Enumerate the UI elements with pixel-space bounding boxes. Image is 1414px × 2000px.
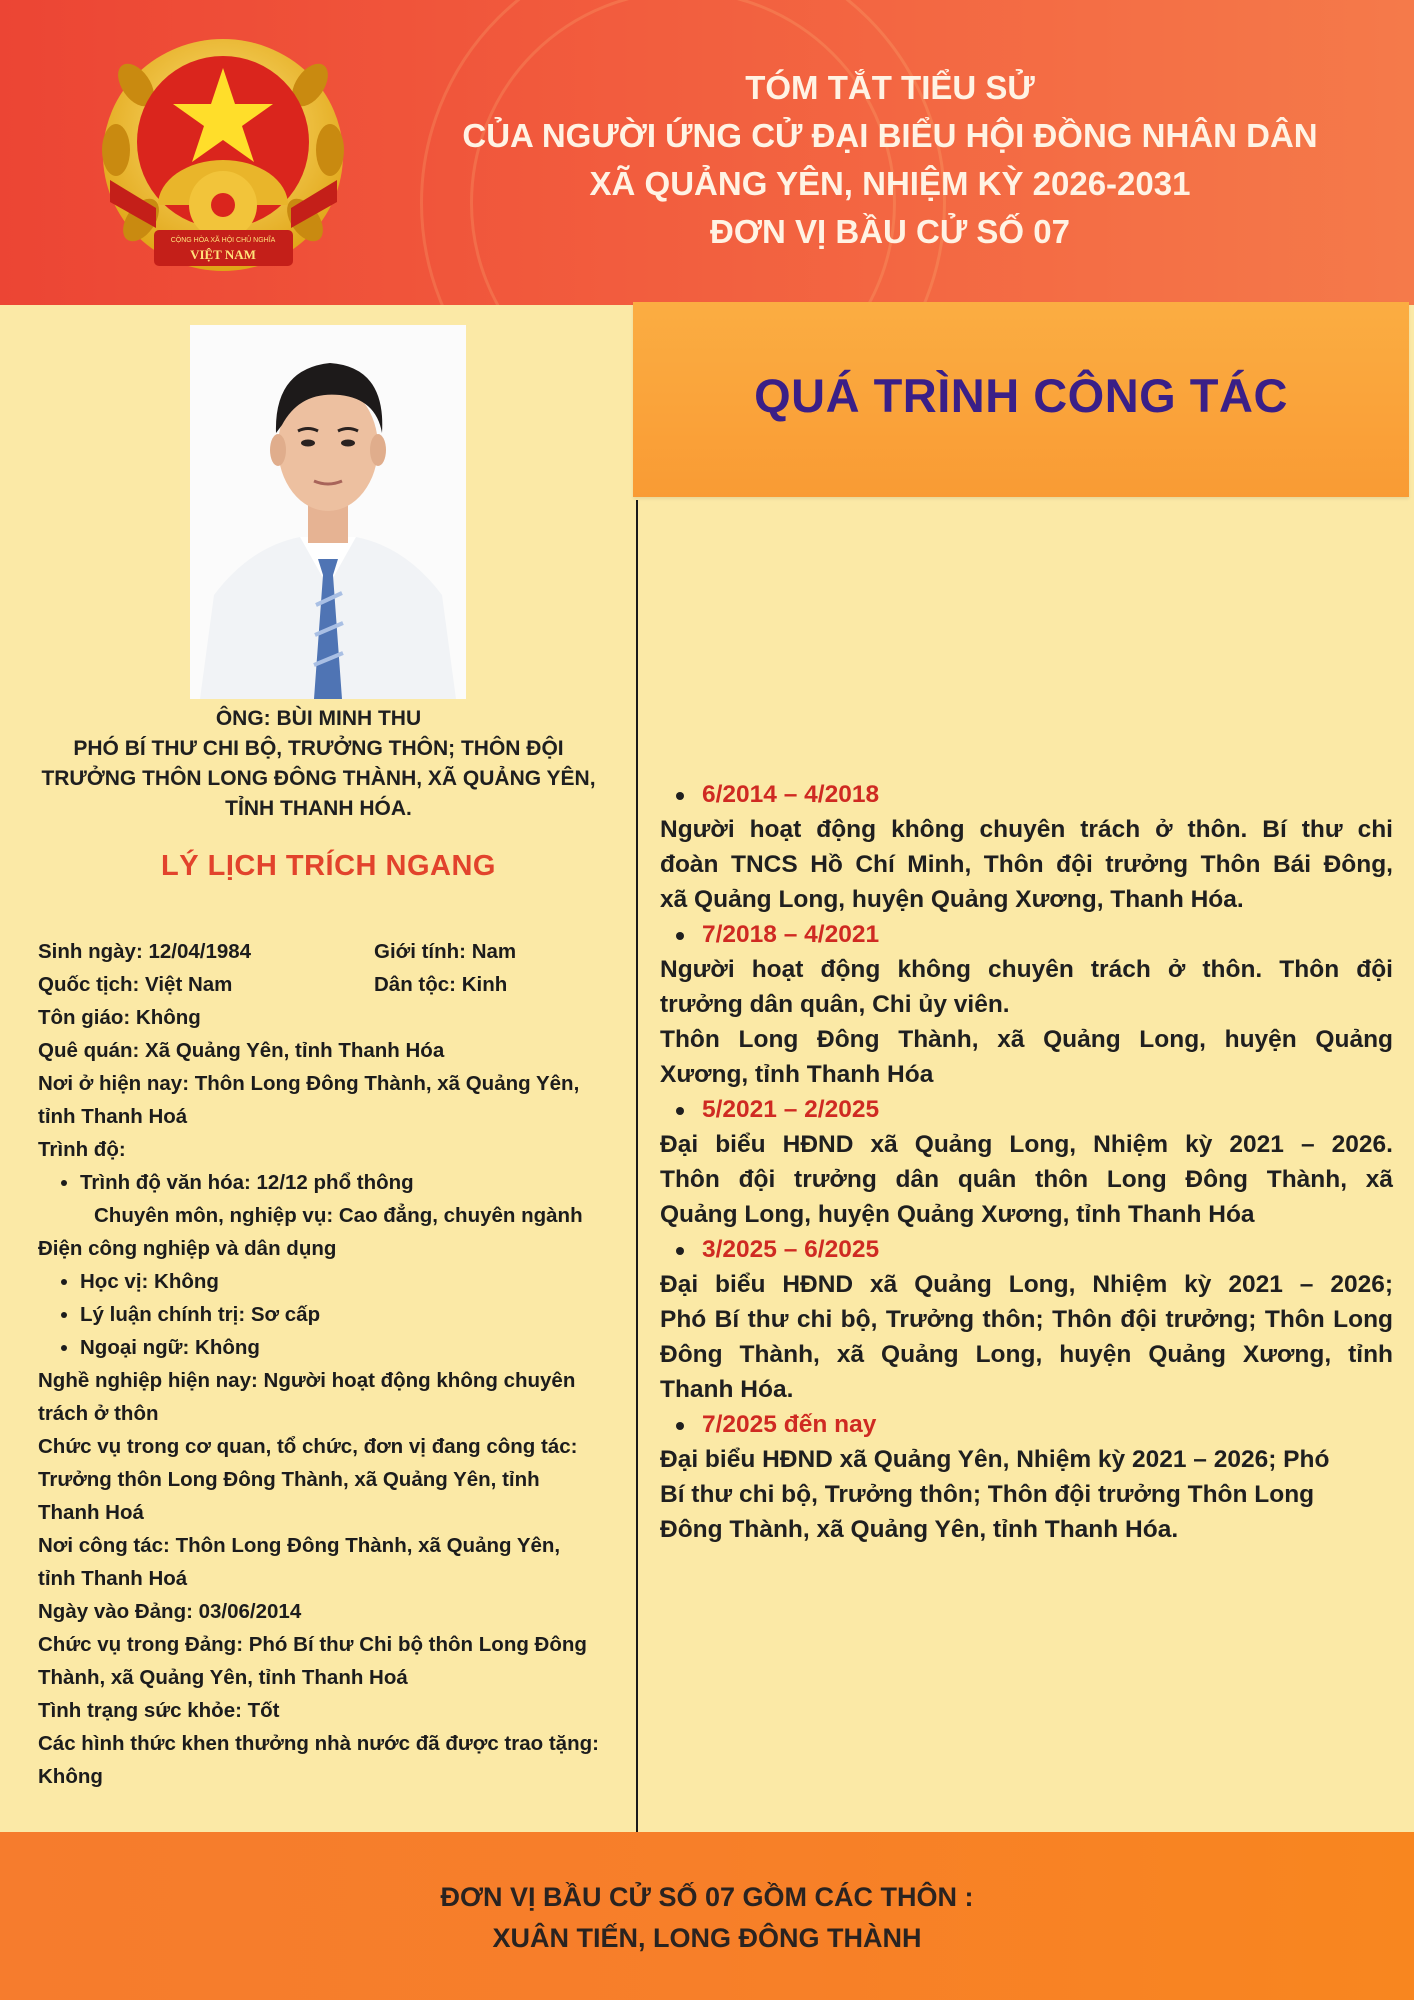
career-entry-2-line-2: trưởng dân quân, Chi ủy viên. [660, 991, 1010, 1018]
career-period-3: 5/2021 – 2/2025 [660, 1092, 1393, 1127]
bio-awards: Không [38, 1765, 103, 1788]
bio-dob: Sinh ngày: 12/04/1984 [38, 940, 252, 963]
career-entry-2 [660, 952, 1393, 1092]
footer-banner [0, 1832, 1414, 2000]
candidate-title-line-3: TỈNH THANH HÓA. [225, 797, 412, 820]
career-entry-2-line-1: Người hoạt động không chuyên trách ở thôn. Thôn đội [660, 956, 1393, 983]
bio-degree: • Học vị: Không [80, 1265, 632, 1298]
bio-details [38, 935, 632, 1793]
career-entry-1 [660, 812, 1393, 917]
career-entry-5-line-3: Đông Thành, xã Quảng Yên, tỉnh Thanh Hóa. [660, 1516, 1179, 1543]
bio-specialty-line-1: Chuyên môn, nghiệp vụ: Cao đẳng, chuyên ngành [94, 1204, 583, 1227]
career-period-4: 3/2025 – 6/2025 [660, 1232, 1393, 1267]
career-period-5: 7/2025 đến nay [660, 1407, 1393, 1442]
title-line-4: ĐƠN VỊ BẦU CỬ SỐ 07 [710, 213, 1070, 250]
bio-political-theory: • Lý luận chính trị: Sơ cấp [80, 1298, 632, 1331]
emblem-label: VIỆT NAM [190, 247, 256, 262]
footer-text [0, 1877, 1414, 1959]
candidate-photo [190, 325, 466, 699]
bio-health: Tình trạng sức khỏe: Tốt [38, 1699, 280, 1722]
bio-awards-label: Các hình thức khen thưởng nhà nước đã được trao tặng: [38, 1732, 599, 1755]
bio-occupation-line-1: Nghề nghiệp hiện nay: Người hoạt động không chuyên [38, 1369, 576, 1392]
career-entry-3-line-1: Đại biểu HĐND xã Quảng Long, Nhiệm kỳ 2021 – 2026. [660, 1131, 1393, 1158]
title-line-2: CỦA NGƯỜI ỨNG CỬ ĐẠI BIỂU HỘI ĐỒNG NHÂN DÂN [462, 117, 1318, 154]
career-entry-3-line-3: Quảng Long, huyện Quảng Xương, tỉnh Thanh Hóa [660, 1201, 1255, 1228]
title-line-3: XÃ QUẢNG YÊN, NHIỆM KỲ 2026-2031 [589, 165, 1191, 202]
bio-party-position-line-1: Chức vụ trong Đảng: Phó Bí thư Chi bộ thôn Long Đông [38, 1633, 587, 1656]
career-section-title: QUÁ TRÌNH CÔNG TÁC [754, 369, 1288, 422]
national-emblem-icon [96, 30, 351, 285]
candidate-title-line-2: TRƯỞNG THÔN LONG ĐÔNG THÀNH, XÃ QUẢNG YÊN, [41, 767, 596, 790]
bio-foreign-language: • Ngoại ngữ: Không [80, 1331, 632, 1364]
bio-gender: Giới tính: Nam [374, 940, 517, 963]
bio-hometown: Quê quán: Xã Quảng Yên, tỉnh Thanh Hóa [38, 1039, 445, 1062]
career-entry-3 [660, 1127, 1393, 1232]
bio-general-education: • Trình độ văn hóa: 12/12 phổ thông [80, 1166, 632, 1199]
career-entry-4-line-4: Thanh Hóa. [660, 1376, 794, 1403]
education-list [38, 1166, 632, 1199]
career-entry-1-line-3: xã Quảng Long, huyện Quảng Xương, Thanh Hóa. [660, 886, 1244, 913]
bio-party-position-line-2: Thành, xã Quảng Yên, tỉnh Thanh Hoá [38, 1666, 408, 1689]
candidate-title-line-1: PHÓ BÍ THƯ CHI BỘ, TRƯỞNG THÔN; THÔN ĐỘI [73, 737, 564, 760]
career-entry-5 [660, 1442, 1393, 1547]
document-title [400, 64, 1380, 256]
career-period-1: 6/2014 – 4/2018 [660, 777, 1393, 812]
footer-line-2: XUÂN TIẾN, LONG ĐÔNG THÀNH [492, 1923, 922, 1953]
bio-residence-line-1: Nơi ở hiện nay: Thôn Long Đông Thành, xã Quảng Yên, [38, 1072, 580, 1095]
career-entry-4 [660, 1267, 1393, 1407]
bio-workplace-line-2: tỉnh Thanh Hoá [38, 1567, 188, 1590]
footer-line-1: ĐƠN VỊ BẦU CỬ SỐ 07 GỒM CÁC THÔN : [440, 1882, 974, 1912]
career-entry-1-line-2: đoàn TNCS Hồ Chí Minh, Thôn đội trưởng Thôn Bái Đông, [660, 851, 1393, 878]
title-line-1: TÓM TẮT TIỂU SỬ [745, 69, 1035, 106]
career-entry-4-line-3: Đông Thành, xã Quảng Long, huyện Quảng Xương, tỉnh [660, 1341, 1393, 1368]
career-entry-5-line-2: Bí thư chi bộ, Trưởng thôn; Thôn đội trưởng Thôn Long [660, 1481, 1315, 1508]
bio-specialty-line-2: Điện công nghiệp và dân dụng [38, 1237, 337, 1260]
bio-workplace-line-1: Nơi công tác: Thôn Long Đông Thành, xã Quảng Yên, [38, 1534, 561, 1557]
bio-position-line-1: Trưởng thôn Long Đông Thành, xã Quảng Yên, tỉnh [38, 1468, 540, 1491]
career-entry-4-line-2: Phó Bí thư chi bộ, Trưởng thôn; Thôn đội trưởng; Thôn Long [660, 1306, 1393, 1333]
bio-position-line-2: Thanh Hoá [38, 1501, 144, 1524]
career-period-2: 7/2018 – 4/2021 [660, 917, 1393, 952]
career-entry-3-line-2: Thôn đội trưởng dân quân thôn Long Đông Thành, xã [660, 1166, 1393, 1193]
career-entry-4-line-1: Đại biểu HĐND xã Quảng Long, Nhiệm kỳ 2021 – 2026; [660, 1271, 1393, 1298]
column-divider [636, 500, 638, 1833]
left-column [0, 305, 637, 1830]
emblem-motto: CỘNG HÒA XÃ HỘI CHỦ NGHĨA [170, 237, 276, 244]
career-entry-1-line-1: Người hoạt động không chuyên trách ở thôn. Bí thư chi [660, 816, 1393, 843]
qualification-list [38, 1265, 632, 1364]
bio-residence-line-2: tỉnh Thanh Hoá [38, 1105, 188, 1128]
bio-nationality: Quốc tịch: Việt Nam [38, 973, 233, 996]
bio-ethnicity: Dân tộc: Kinh [374, 973, 508, 996]
career-header [633, 302, 1409, 497]
career-entry-2-line-4: Xương, tỉnh Thanh Hóa [660, 1061, 934, 1088]
header-banner [0, 0, 1414, 305]
bio-education-label: Trình độ: [38, 1138, 126, 1161]
candidate-name: ÔNG: BÙI MINH THU [215, 707, 422, 730]
bio-party-date: Ngày vào Đảng: 03/06/2014 [38, 1600, 302, 1623]
bio-occupation-line-2: trách ở thôn [38, 1402, 159, 1425]
bio-position-label: Chức vụ trong cơ quan, tổ chức, đơn vị đang công tác: [38, 1435, 578, 1458]
career-entry-2-line-3: Thôn Long Đông Thành, xã Quảng Long, huyện Quảng [660, 1026, 1393, 1053]
career-entry-5-line-1: Đại biểu HĐND xã Quảng Yên, Nhiệm kỳ 2021 – 2026; Phó [660, 1446, 1330, 1473]
bio-religion: Tôn giáo: Không [38, 1006, 201, 1029]
bio-section-title: LÝ LỊCH TRÍCH NGANG [161, 850, 496, 882]
candidate-name-block [10, 704, 627, 824]
career-timeline [660, 777, 1393, 1547]
